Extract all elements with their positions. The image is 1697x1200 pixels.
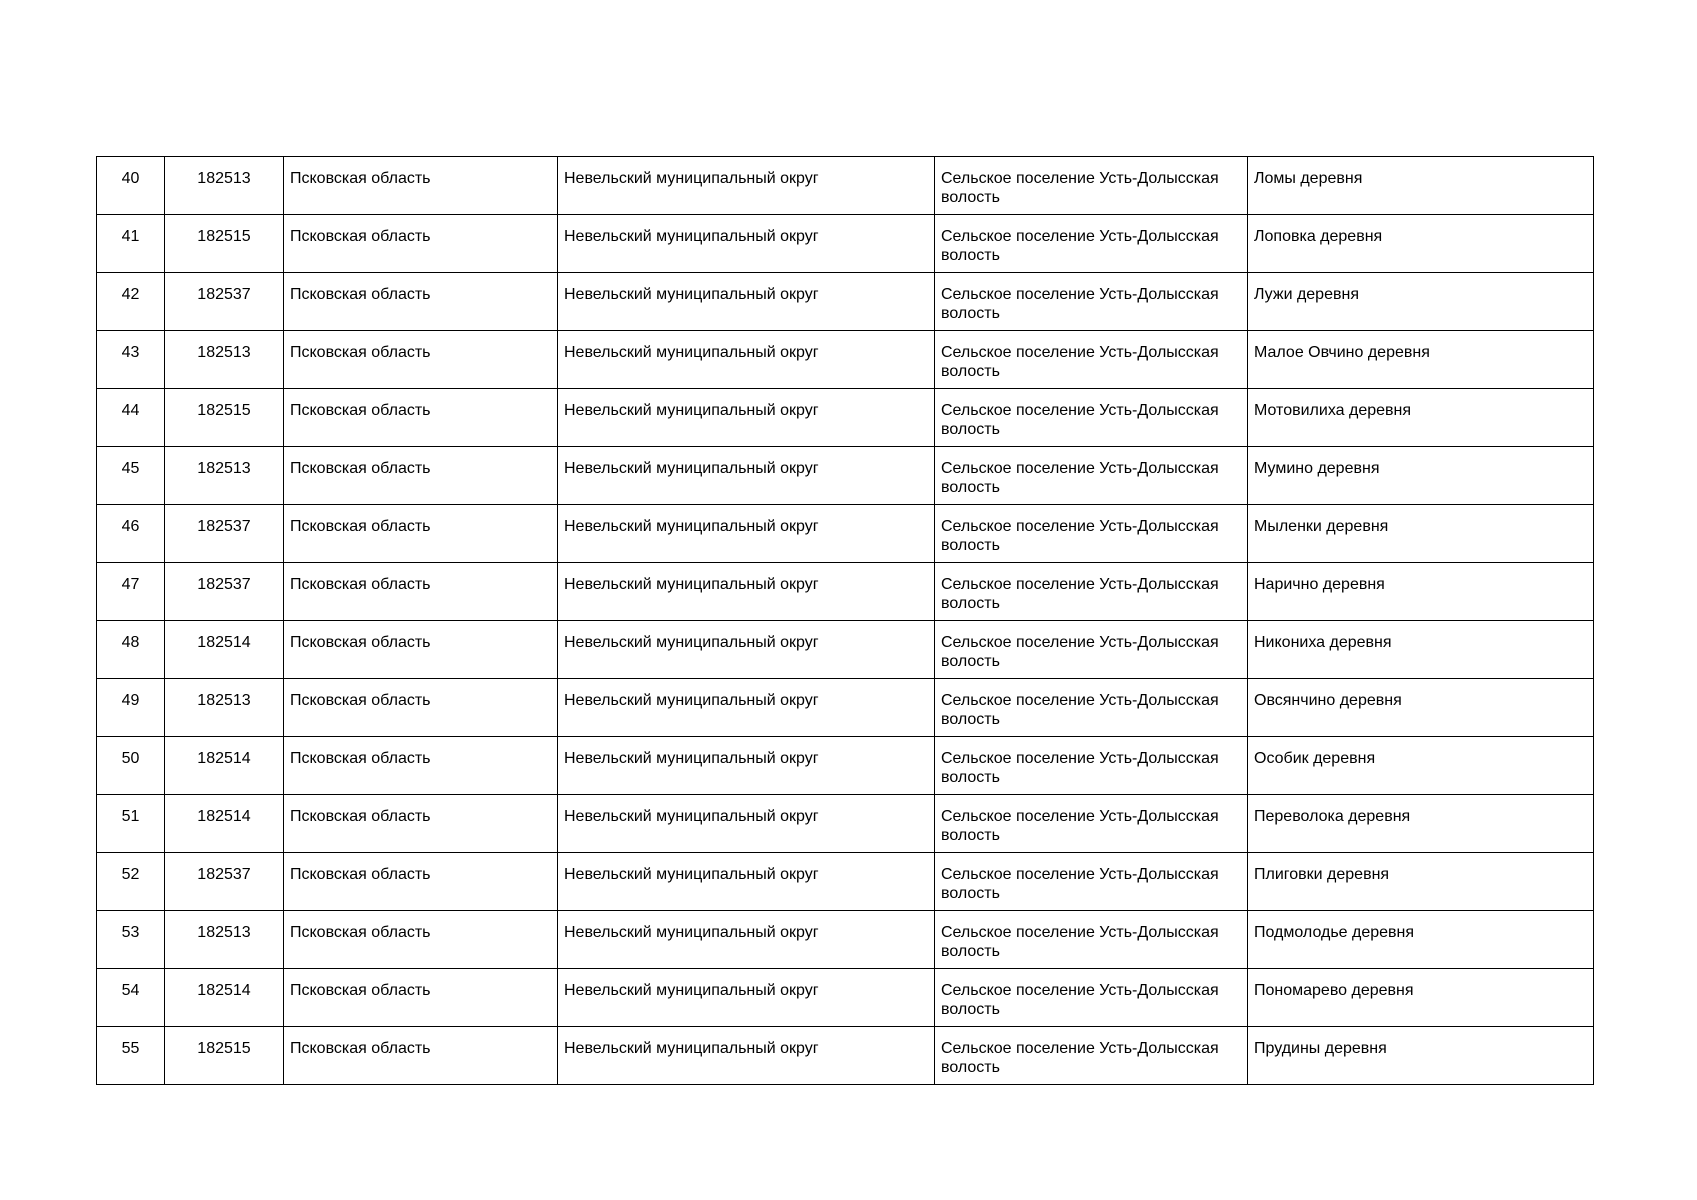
district-cell: Невельский муниципальный округ <box>558 621 935 679</box>
row-number-cell: 48 <box>97 621 165 679</box>
settlement-cell: Сельское поселение Усть-Долысская волость <box>935 157 1248 215</box>
locality-cell: Плиговки деревня <box>1248 853 1594 911</box>
region-cell: Псковская область <box>284 969 558 1027</box>
settlement-cell: Сельское поселение Усть-Долысская волость <box>935 679 1248 737</box>
table-row <box>97 331 1594 389</box>
locality-cell: Лоповка деревня <box>1248 215 1594 273</box>
locality-cell: Лужи деревня <box>1248 273 1594 331</box>
postal-code-cell: 182513 <box>165 331 284 389</box>
postal-code-cell: 182515 <box>165 1027 284 1085</box>
table-row <box>97 679 1594 737</box>
postal-code-cell: 182513 <box>165 157 284 215</box>
locality-cell: Мумино деревня <box>1248 447 1594 505</box>
row-number-cell: 52 <box>97 853 165 911</box>
table-row <box>97 563 1594 621</box>
postal-code-cell: 182515 <box>165 215 284 273</box>
postal-code-cell: 182513 <box>165 911 284 969</box>
locality-cell: Подмолодье деревня <box>1248 911 1594 969</box>
table-row <box>97 273 1594 331</box>
district-cell: Невельский муниципальный округ <box>558 563 935 621</box>
district-cell: Невельский муниципальный округ <box>558 447 935 505</box>
postal-code-cell: 182537 <box>165 563 284 621</box>
address-table <box>96 156 1594 1085</box>
table-row <box>97 215 1594 273</box>
table-row <box>97 911 1594 969</box>
settlement-cell: Сельское поселение Усть-Долысская волость <box>935 273 1248 331</box>
settlement-cell: Сельское поселение Усть-Долысская волость <box>935 1027 1248 1085</box>
locality-cell: Мыленки деревня <box>1248 505 1594 563</box>
table-row <box>97 969 1594 1027</box>
table-row <box>97 621 1594 679</box>
table-row <box>97 389 1594 447</box>
region-cell: Псковская область <box>284 853 558 911</box>
table-row <box>97 737 1594 795</box>
postal-code-cell: 182513 <box>165 447 284 505</box>
table-row <box>97 505 1594 563</box>
region-cell: Псковская область <box>284 447 558 505</box>
table-row <box>97 853 1594 911</box>
row-number-cell: 55 <box>97 1027 165 1085</box>
table-row <box>97 1027 1594 1085</box>
locality-cell: Нарично деревня <box>1248 563 1594 621</box>
region-cell: Псковская область <box>284 389 558 447</box>
region-cell: Псковская область <box>284 505 558 563</box>
locality-cell: Прудины деревня <box>1248 1027 1594 1085</box>
district-cell: Невельский муниципальный округ <box>558 911 935 969</box>
row-number-cell: 42 <box>97 273 165 331</box>
table-body <box>97 157 1594 1085</box>
district-cell: Невельский муниципальный округ <box>558 795 935 853</box>
row-number-cell: 46 <box>97 505 165 563</box>
region-cell: Псковская область <box>284 737 558 795</box>
district-cell: Невельский муниципальный округ <box>558 331 935 389</box>
district-cell: Невельский муниципальный округ <box>558 389 935 447</box>
postal-code-cell: 182537 <box>165 853 284 911</box>
settlement-cell: Сельское поселение Усть-Долысская волость <box>935 969 1248 1027</box>
postal-code-cell: 182514 <box>165 621 284 679</box>
row-number-cell: 41 <box>97 215 165 273</box>
table-row <box>97 157 1594 215</box>
district-cell: Невельский муниципальный округ <box>558 215 935 273</box>
settlement-cell: Сельское поселение Усть-Долысская волость <box>935 621 1248 679</box>
district-cell: Невельский муниципальный округ <box>558 737 935 795</box>
settlement-cell: Сельское поселение Усть-Долысская волость <box>935 447 1248 505</box>
row-number-cell: 51 <box>97 795 165 853</box>
locality-cell: Особик деревня <box>1248 737 1594 795</box>
postal-code-cell: 182537 <box>165 505 284 563</box>
settlement-cell: Сельское поселение Усть-Долысская волость <box>935 853 1248 911</box>
region-cell: Псковская область <box>284 911 558 969</box>
row-number-cell: 44 <box>97 389 165 447</box>
locality-cell: Малое Овчино деревня <box>1248 331 1594 389</box>
locality-cell: Овсянчино деревня <box>1248 679 1594 737</box>
table-row <box>97 795 1594 853</box>
settlement-cell: Сельское поселение Усть-Долысская волость <box>935 389 1248 447</box>
region-cell: Псковская область <box>284 795 558 853</box>
locality-cell: Переволока деревня <box>1248 795 1594 853</box>
settlement-cell: Сельское поселение Усть-Долысская волость <box>935 563 1248 621</box>
postal-code-cell: 182514 <box>165 737 284 795</box>
row-number-cell: 53 <box>97 911 165 969</box>
table-row <box>97 447 1594 505</box>
postal-code-cell: 182515 <box>165 389 284 447</box>
district-cell: Невельский муниципальный округ <box>558 1027 935 1085</box>
settlement-cell: Сельское поселение Усть-Долысская волость <box>935 911 1248 969</box>
district-cell: Невельский муниципальный округ <box>558 679 935 737</box>
settlement-cell: Сельское поселение Усть-Долысская волость <box>935 795 1248 853</box>
district-cell: Невельский муниципальный округ <box>558 157 935 215</box>
row-number-cell: 43 <box>97 331 165 389</box>
settlement-cell: Сельское поселение Усть-Долысская волость <box>935 737 1248 795</box>
district-cell: Невельский муниципальный округ <box>558 505 935 563</box>
row-number-cell: 47 <box>97 563 165 621</box>
settlement-cell: Сельское поселение Усть-Долысская волость <box>935 215 1248 273</box>
postal-code-cell: 182537 <box>165 273 284 331</box>
locality-cell: Мотовилиха деревня <box>1248 389 1594 447</box>
region-cell: Псковская область <box>284 157 558 215</box>
settlement-cell: Сельское поселение Усть-Долысская волость <box>935 505 1248 563</box>
row-number-cell: 40 <box>97 157 165 215</box>
postal-code-cell: 182514 <box>165 795 284 853</box>
region-cell: Псковская область <box>284 563 558 621</box>
postal-code-cell: 182514 <box>165 969 284 1027</box>
settlement-cell: Сельское поселение Усть-Долысская волость <box>935 331 1248 389</box>
region-cell: Псковская область <box>284 1027 558 1085</box>
region-cell: Псковская область <box>284 679 558 737</box>
locality-cell: Никониха деревня <box>1248 621 1594 679</box>
row-number-cell: 50 <box>97 737 165 795</box>
region-cell: Псковская область <box>284 215 558 273</box>
region-cell: Псковская область <box>284 273 558 331</box>
row-number-cell: 45 <box>97 447 165 505</box>
row-number-cell: 54 <box>97 969 165 1027</box>
locality-cell: Пономарево деревня <box>1248 969 1594 1027</box>
district-cell: Невельский муниципальный округ <box>558 969 935 1027</box>
region-cell: Псковская область <box>284 331 558 389</box>
district-cell: Невельский муниципальный округ <box>558 273 935 331</box>
postal-code-cell: 182513 <box>165 679 284 737</box>
region-cell: Псковская область <box>284 621 558 679</box>
locality-cell: Ломы деревня <box>1248 157 1594 215</box>
district-cell: Невельский муниципальный округ <box>558 853 935 911</box>
row-number-cell: 49 <box>97 679 165 737</box>
